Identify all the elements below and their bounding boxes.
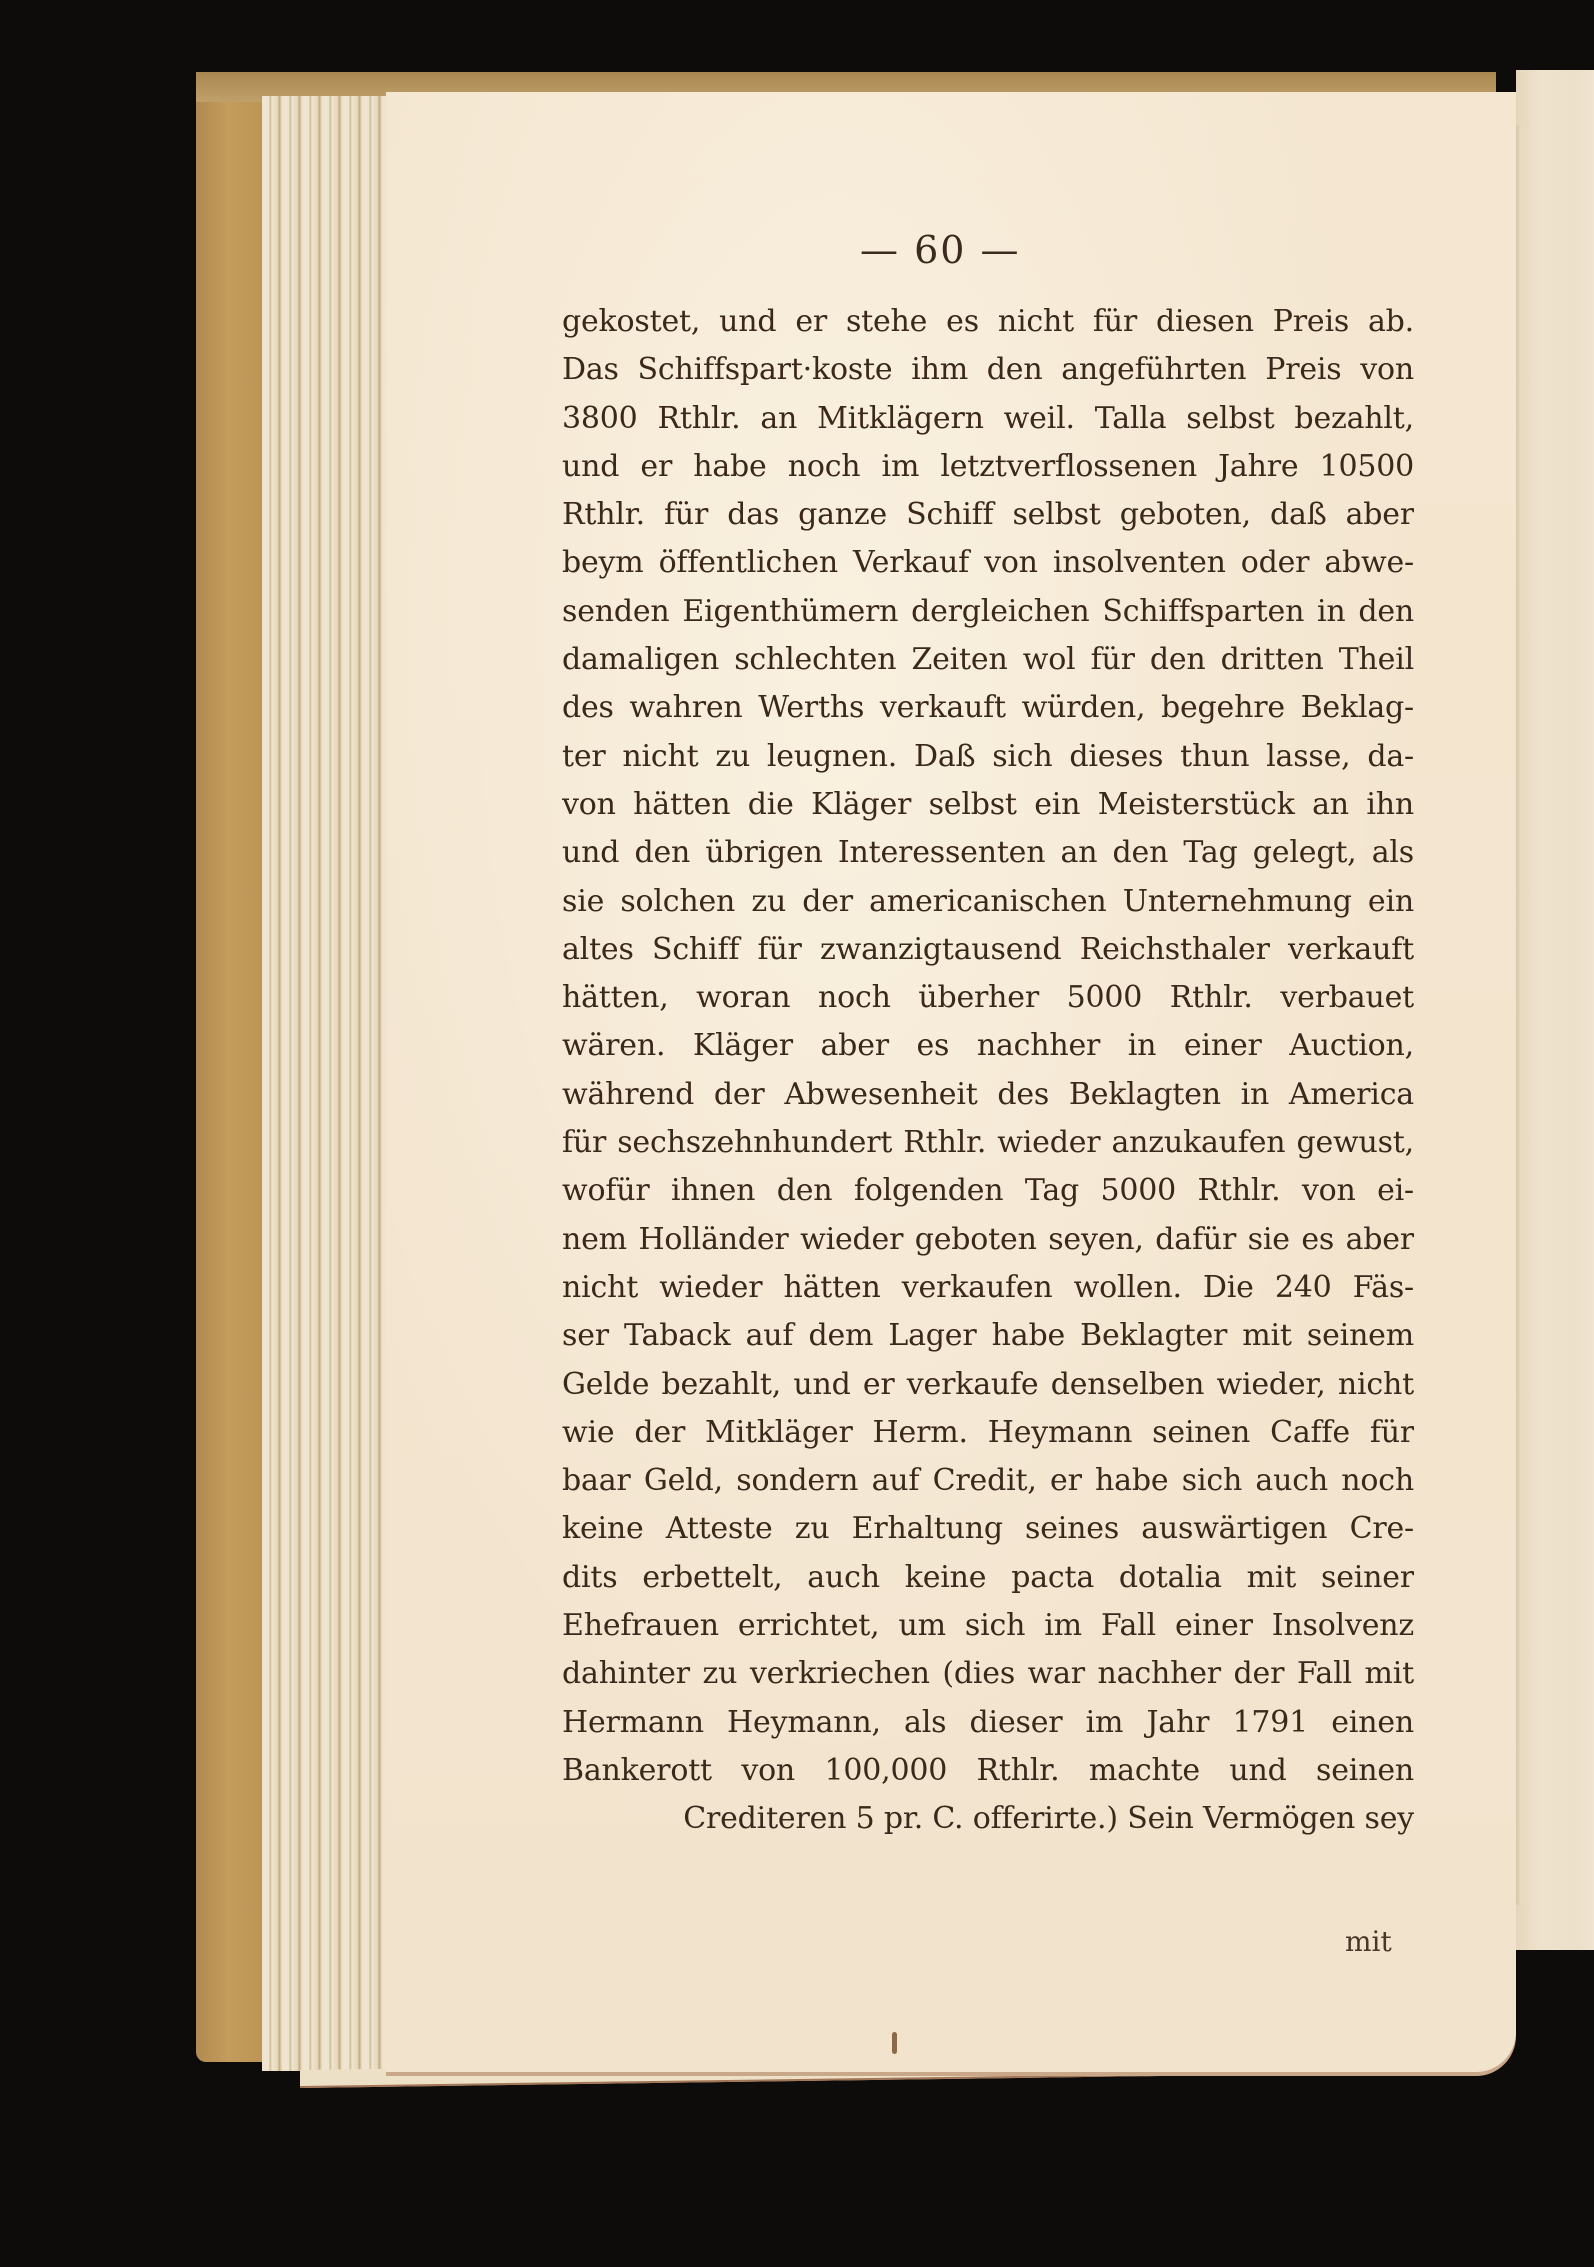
text-line: altes Schiff für zwanzigtausend Reichsthaler verkauft xyxy=(562,931,1414,967)
text-line: Crediteren 5 pr. C. offerirte.) Sein Vermögen sey xyxy=(683,1801,1414,1837)
text-line: wofür ihnen den folgenden Tag 5000 Rthlr. von ei- xyxy=(562,1173,1414,1209)
text-line: baar Geld, sondern auf Credit, er habe sich auch noch xyxy=(562,1463,1414,1499)
ink-speck xyxy=(892,2032,897,2054)
text-line: 3800 Rthlr. an Mitklägern weil. Talla selbst bezahlt, xyxy=(562,400,1414,436)
text-line: von hätten die Kläger selbst ein Meisterstück an ihn xyxy=(562,786,1414,822)
text-line: ser Taback auf dem Lager habe Beklagter mit seinem xyxy=(562,1318,1414,1354)
text-line: des wahren Werths verkauft würden, begehre Beklag- xyxy=(562,690,1414,726)
text-line: Rthlr. für das ganze Schiff selbst geboten, daß aber xyxy=(562,497,1414,533)
text-line: Ehefrauen errichtet, um sich im Fall einer Insolvenz xyxy=(562,1608,1414,1644)
text-line: beym öffentlichen Verkauf von insolventen oder abwe- xyxy=(562,545,1414,581)
text-line: senden Eigenthümern dergleichen Schiffsparten in den xyxy=(562,593,1414,629)
page-number-header xyxy=(860,228,1021,272)
text-line: nicht wieder hätten verkaufen wollen. Die 240 Fäs- xyxy=(562,1269,1414,1305)
text-line: sie solchen zu der americanischen Unternehmung ein xyxy=(562,883,1414,919)
text-line: hätten, woran noch überher 5000 Rthlr. verbauet xyxy=(562,980,1414,1016)
text-line: wären. Kläger aber es nachher in einer Auction, xyxy=(562,1028,1414,1064)
text-line: und er habe noch im letztverflossenen Jahre 10500 xyxy=(562,448,1414,484)
text-line: während der Abwesenheit des Beklagten in America xyxy=(562,1076,1414,1112)
text-line: dahinter zu verkriechen (dies war nachher der Fall mit xyxy=(562,1656,1414,1692)
text-line: Gelde bezahlt, und er verkaufe denselben wieder, nicht xyxy=(562,1366,1414,1402)
text-line: und den übrigen Interessenten an den Tag gelegt, als xyxy=(562,835,1414,871)
page-stack-edges xyxy=(262,96,389,2071)
text-line: dits erbettelt, auch keine pacta dotalia mit seiner xyxy=(562,1559,1414,1595)
page-header-text: — 60 — xyxy=(860,228,1021,272)
body-text xyxy=(562,298,1414,1844)
text-line: keine Atteste zu Erhaltung seines auswärtigen Cre- xyxy=(562,1511,1414,1547)
text-line: für sechszehnhundert Rthlr. wieder anzukaufen gewust, xyxy=(562,1125,1414,1161)
text-line: gekostet, und er stehe es nicht für diesen Preis ab. xyxy=(562,304,1414,339)
text-line: ter nicht zu leugnen. Daß sich dieses thun lasse, da- xyxy=(562,738,1414,774)
text-line: damaligen schlechten Zeiten wol für den dritten Theil xyxy=(562,642,1414,678)
text-line: wie der Mitkläger Herm. Heymann seinen Caffe für xyxy=(562,1414,1414,1450)
facing-page xyxy=(1516,70,1594,1950)
text-line: nem Holländer wieder geboten seyen, dafür sie es aber xyxy=(562,1221,1414,1257)
text-line: Bankerott von 100,000 Rthlr. machte und seinen xyxy=(562,1752,1414,1788)
catchword: mit xyxy=(1345,1925,1392,1958)
text-line: Das Schiffspart·koste ihm den angeführten Preis von xyxy=(562,352,1414,388)
text-line: Hermann Heymann, als dieser im Jahr 1791 einen xyxy=(562,1704,1414,1740)
